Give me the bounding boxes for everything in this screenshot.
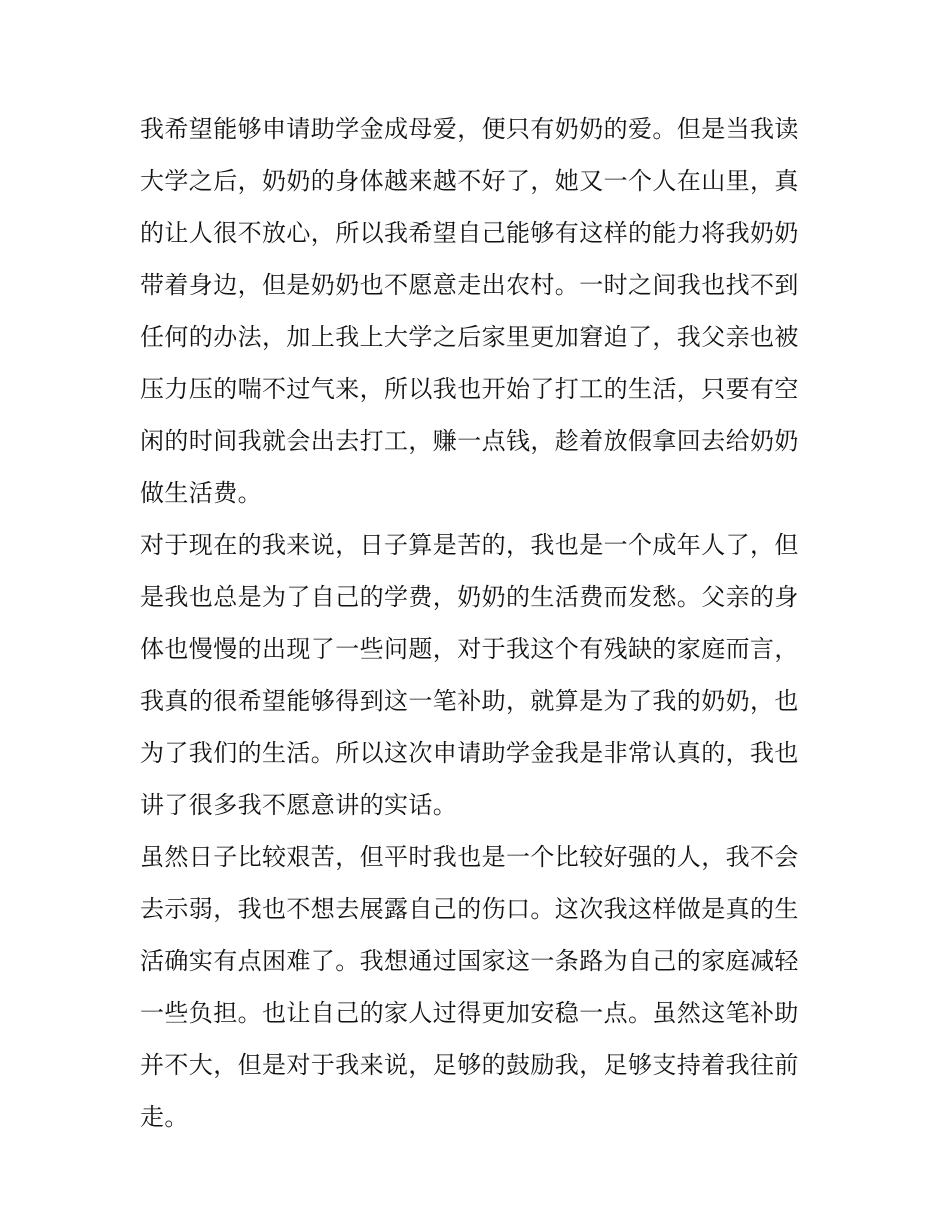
text-line: 我希望能够申请助学金成母爱，便只有奶奶的爱。但是当我读 — [140, 115, 799, 143]
text-line: 大学之后，奶奶的身体越来越不好了，她又一个人在山里，真 — [140, 167, 799, 195]
text-line: 对于现在的我来说，日子算是苦的，我也是一个成年人了，但 — [140, 531, 799, 559]
text-line: 任何的办法，加上我上大学之后家里更加窘迫了，我父亲也被 — [140, 323, 799, 351]
text-line: 闲的时间我就会出去打工，赚一点钱，趁着放假拿回去给奶奶 — [140, 427, 799, 455]
text-line: 讲了很多我不愿意讲的实话。 — [140, 791, 458, 819]
text-line: 压力压的喘不过气来，所以我也开始了打工的生活，只要有空 — [140, 375, 799, 403]
text-line: 的让人很不放心，所以我希望自己能够有这样的能力将我奶奶 — [140, 219, 799, 247]
text-line: 走。 — [140, 1103, 189, 1131]
text-line: 带着身边，但是奶奶也不愿意走出农村。一时之间我也找不到 — [140, 271, 799, 299]
text-line: 去示弱，我也不想去展露自己的伤口。这次我这样做是真的生 — [140, 895, 799, 923]
text-line: 虽然日子比较艰苦，但平时我也是一个比较好强的人，我不会 — [140, 843, 799, 871]
paragraph-1 — [140, 103, 820, 519]
text-line: 体也慢慢的出现了一些问题，对于我这个有残缺的家庭而言， — [140, 635, 799, 663]
text-line: 是我也总是为了自己的学费，奶奶的生活费而发愁。父亲的身 — [140, 583, 799, 611]
text-line: 一些负担。也让自己的家人过得更加安稳一点。虽然这笔补助 — [140, 999, 799, 1027]
text-line: 为了我们的生活。所以这次申请助学金我是非常认真的，我也 — [140, 739, 799, 767]
text-line: 做生活费。 — [140, 479, 262, 507]
text-line: 我真的很希望能够得到这一笔补助，就算是为了我的奶奶，也 — [140, 687, 799, 715]
text-line: 并不大，但是对于我来说，足够的鼓励我，足够支持着我往前 — [140, 1051, 799, 1079]
paragraph-3 — [140, 831, 820, 1143]
text-line: 活确实有点困难了。我想通过国家这一条路为自己的家庭减轻 — [140, 947, 799, 975]
document-page — [140, 103, 820, 1143]
paragraph-2 — [140, 519, 820, 831]
